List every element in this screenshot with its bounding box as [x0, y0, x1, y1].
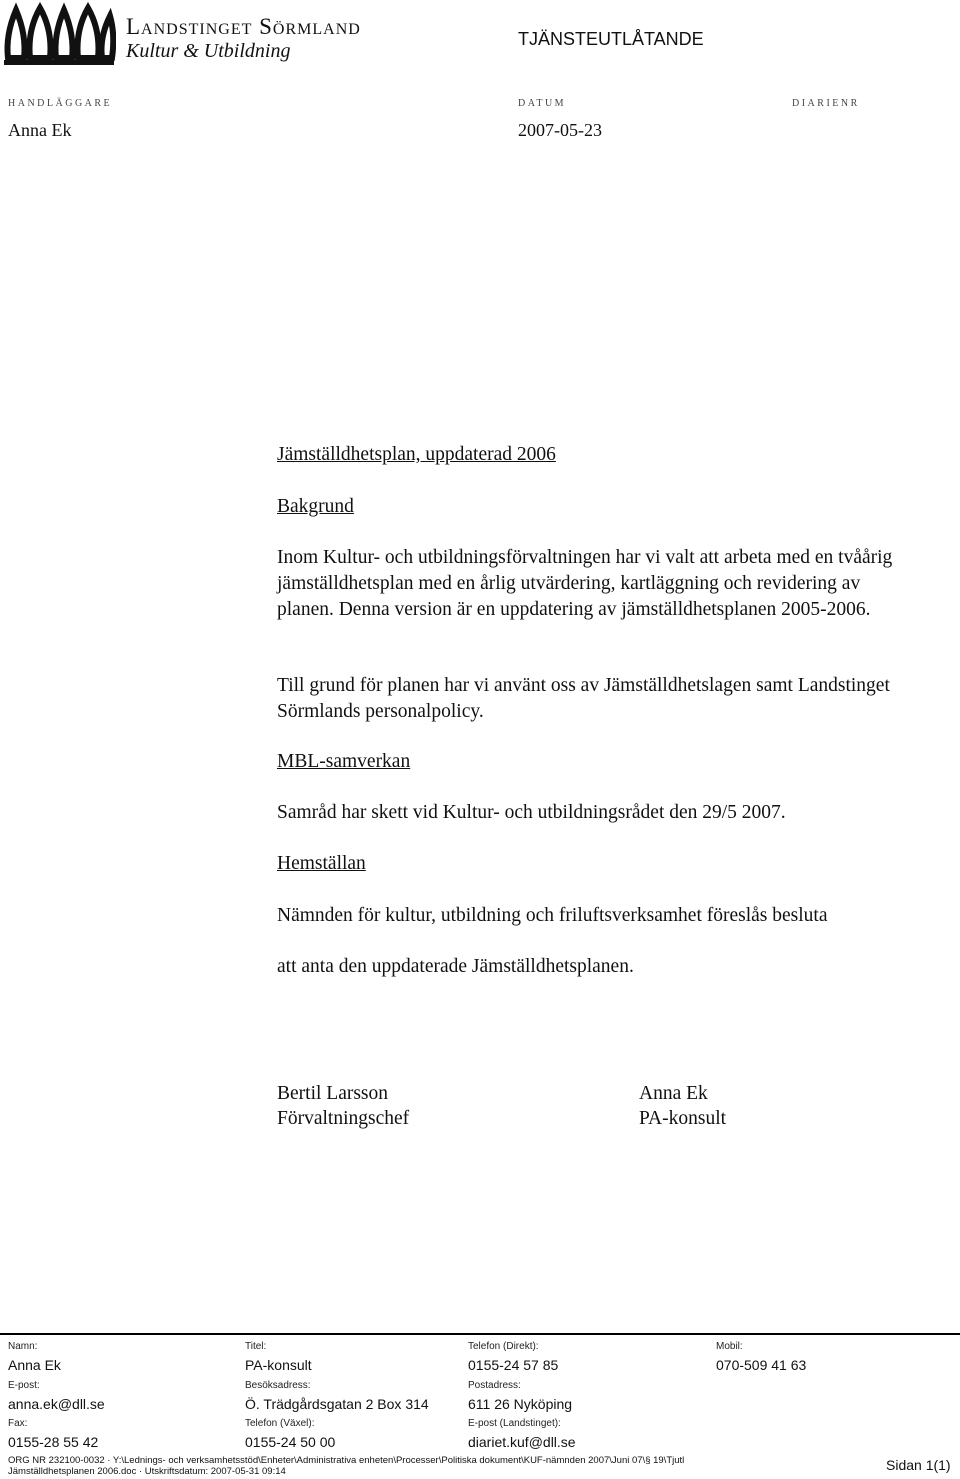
diarienr-label: DIARIENR	[792, 98, 860, 109]
handlaggare-value: Anna Ek	[8, 120, 72, 140]
footer-mobil-value: 070-509 41 63	[716, 1357, 807, 1373]
signature-name-1: Bertil Larsson	[277, 1083, 389, 1104]
footer-tel-direkt-value: 0155-24 57 85	[468, 1357, 559, 1373]
bakgrund-paragraph-2: Till grund för planen har vi använt oss av Jämställdhetslagen samt Landstinget Sörmlands personalpolicy.	[277, 675, 890, 722]
logo-icon	[2, 2, 116, 66]
org-subtitle: Kultur & Utbildning	[126, 40, 291, 62]
footer-tel-vaxel-label: Telefon (Växel):	[245, 1418, 315, 1429]
hemstallan-line-1: Nämnden för kultur, utbildning och friluftsverksamhet föreslås besluta	[277, 905, 828, 926]
footer-tel-direkt-label: Telefon (Direkt):	[468, 1341, 539, 1352]
hemstallan-line-2: att anta den uppdaterade Jämställdhetsplanen.	[277, 956, 634, 977]
footer-path-line-1: ORG NR 232100-0032 · Y:\Lednings- och verksamhetsstöd\Enheter\Administrativa enheten\Processer\Politiska dokument\KUF-nämnden 2007\Juni 07\§ 19\Tjutl	[8, 1455, 685, 1466]
handlaggare-label: HANDLÄGGARE	[8, 98, 113, 109]
document-type: TJÄNSTEUTLÅTANDE	[518, 29, 704, 49]
footer-epost-lt-value: diariet.kuf@dll.se	[468, 1434, 576, 1450]
document-title: Jämställdhetsplan, uppdaterad 2006	[277, 444, 556, 465]
footer-post-value: 611 26 Nyköping	[468, 1396, 573, 1412]
hemstallan-heading: Hemställan	[277, 853, 366, 874]
footer-besok-value: Ö. Trädgårdsgatan 2 Box 314	[245, 1396, 429, 1412]
footer-path-line-2: Jämställdhetsplanen 2006.doc · Utskriftsdatum: 2007-05-31 09:14	[8, 1466, 286, 1477]
mbl-heading: MBL-samverkan	[277, 751, 411, 772]
footer-titel-label: Titel:	[245, 1341, 267, 1352]
org-name: Landstinget Sörmland	[126, 14, 361, 39]
signature-title-2: PA-konsult	[639, 1108, 727, 1129]
footer-divider	[0, 1333, 960, 1335]
bakgrund-paragraph-1: Inom Kultur- och utbildningsförvaltningen har vi valt att arbeta med en tvåårig jämställdhetsplan med en årlig utvärdering, kartläggning och revidering av planen. Denna version är en uppdatering av jämställdhetsplanen 2005-2006.	[277, 547, 893, 620]
footer-epost-lt-label: E-post (Landstinget):	[468, 1418, 561, 1429]
footer-namn-value: Anna Ek	[8, 1357, 61, 1373]
datum-label: DATUM	[518, 98, 567, 109]
footer-fax-label: Fax:	[8, 1418, 28, 1429]
footer-epost-label: E-post:	[8, 1380, 40, 1391]
footer-fax-value: 0155-28 55 42	[8, 1434, 99, 1450]
mbl-text: Samråd har skett vid Kultur- och utbildningsrådet den 29/5 2007.	[277, 802, 786, 823]
footer-post-label: Postadress:	[468, 1380, 521, 1391]
footer-mobil-label: Mobil:	[716, 1341, 743, 1352]
bakgrund-heading: Bakgrund	[277, 496, 354, 517]
footer-besok-label: Besöksadress:	[245, 1380, 311, 1391]
signature-title-1: Förvaltningschef	[277, 1108, 410, 1129]
signature-name-2: Anna Ek	[639, 1083, 708, 1104]
footer-tel-vaxel-value: 0155-24 50 00	[245, 1434, 336, 1450]
footer-epost-value: anna.ek@dll.se	[8, 1396, 105, 1412]
footer-titel-value: PA-konsult	[245, 1357, 312, 1373]
datum-value: 2007-05-23	[518, 120, 602, 140]
footer-namn-label: Namn:	[8, 1341, 38, 1352]
page-number: Sidan 1(1)	[886, 1457, 951, 1473]
